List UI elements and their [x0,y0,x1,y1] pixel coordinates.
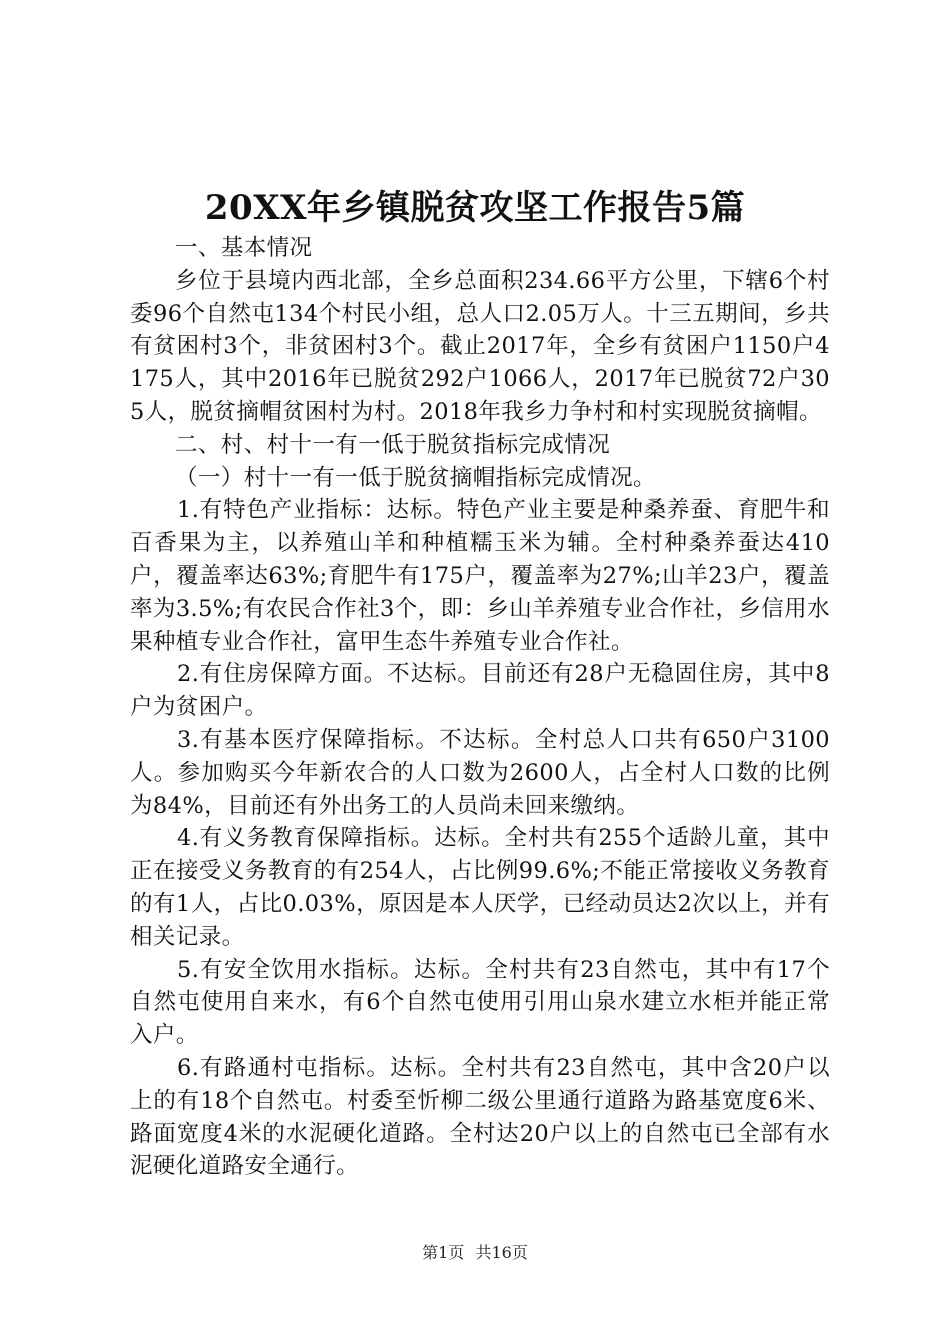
page-total: 共16页 [475,1243,528,1262]
paragraph-item-education: 4.有义务教育保障指标。达标。全村共有255个适龄儿童，其中正在接受义务教育的有254人，占比例99.6%;不能正常接收义务教育的有1人，占比0.03%，原因是本人厌学，已经动员达2次以上，并有相关记录。 [130,825,830,950]
document-title: 20XX年乡镇脱贫攻坚工作报告5篇 [204,188,746,228]
paragraph-item-medical: 3.有基本医疗保障指标。不达标。全村总人口共有650户3100人。参加购买今年新农合的人口数为2600人，占全村人口数的比例为84%，目前还有外出务工的人员尚未回来缴纳。 [130,726,830,819]
page-footer [0,1242,950,1264]
paragraph-item-road: 6.有路通村屯指标。达标。全村共有23自然屯，其中含20户以上的有18个自然屯。村委至忻柳二级公里通行道路为路基宽度6米、路面宽度4米的水泥硬化道路。全村达20户以上的自然屯已全部有水泥硬化道路安全通行。 [130,1054,830,1180]
document-body [130,232,830,1183]
paragraph-item-water: 5.有安全饮用水指标。达标。全村共有23自然屯，其中有17个自然屯使用自来水，有6个自然屯使用引用山泉水建立水柜并能正常入户。 [130,956,830,1049]
paragraph-item-industry: 1.有特色产业指标：达标。特色产业主要是种桑养蚕、育肥牛和百香果为主，以养殖山羊和种植糯玉米为辅。全村种桑养蚕达410户，覆盖率达63%;育肥牛有175户，覆盖率为27%;山羊23户，覆盖率为3.5%;有农民合作社3个，即：乡山羊养殖专业合作社，乡信用水果种植专业合作社，富甲生态牛养殖专业合作社。 [130,497,830,655]
paragraph-basic-situation: 乡位于县境内西北部，全乡总面积234.66平方公里，下辖6个村委96个自然屯134个村民小组，总人口2.05万人。十三五期间，乡共有贫困村3个，非贫困村3个。截止2017年，全乡有贫困户1150户4175人，其中2016年已脱贫292户1066人，2017年已脱贫72户305人，脱贫摘帽贫困村为村。2018年我乡力争村和村实现脱贫摘帽。 [130,267,830,425]
section-heading-indicators: 二、村、村十一有一低于脱贫指标完成情况 [175,431,611,458]
page-number: 第1页 [422,1243,465,1262]
paragraph-item-housing: 2.有住房保障方面。不达标。目前还有28户无稳固住房，其中8户为贫困户。 [130,661,830,721]
subsection-heading-indicators: （一）村十一有一低于脱贫摘帽指标完成情况。 [175,464,656,491]
section-heading-basic-situation: 一、基本情况 [175,235,313,261]
